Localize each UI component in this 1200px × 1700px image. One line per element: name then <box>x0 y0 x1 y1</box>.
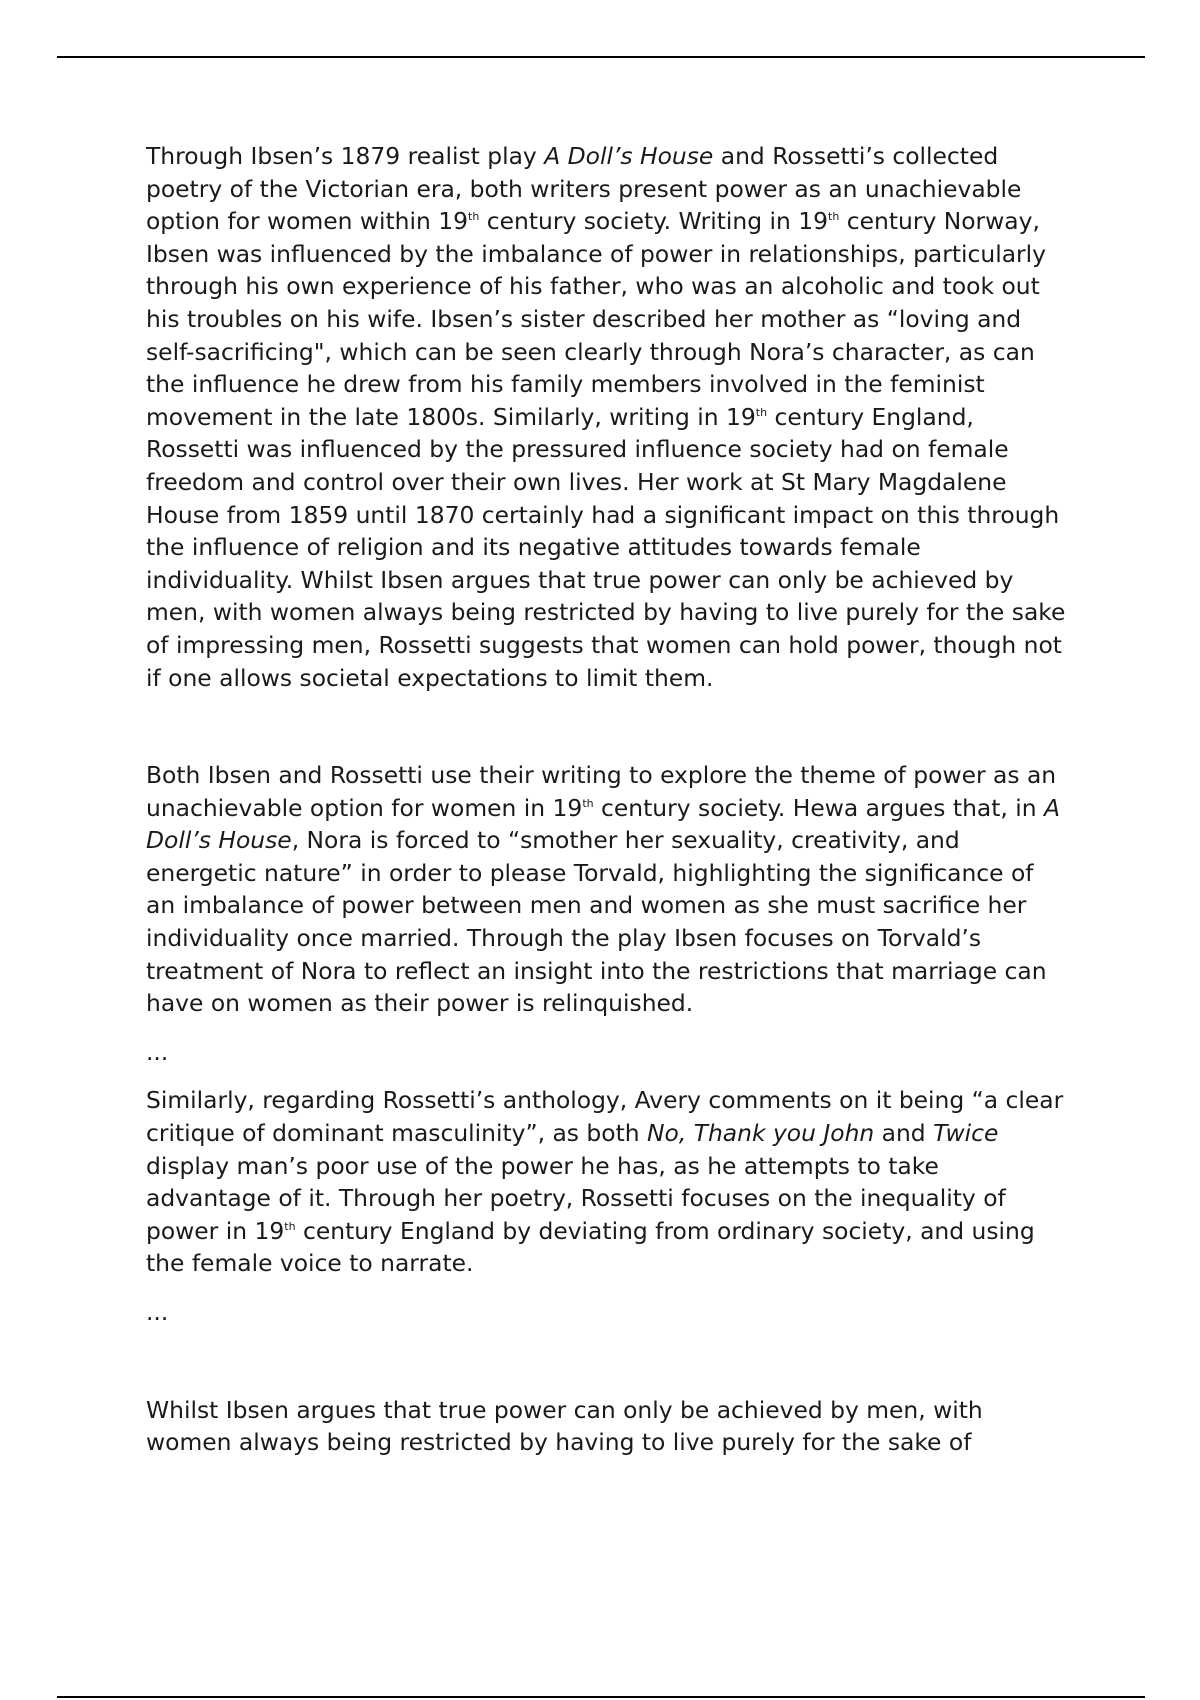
paragraph-second <box>146 759 1066 1020</box>
text-run: Similarly, regarding Rossetti’s anthology, Avery comments on it being “a clear critique of dominant masculinity”, as both <box>146 1086 1064 1148</box>
bottom-rule <box>57 1696 1145 1698</box>
paragraph-intro <box>146 140 1066 694</box>
text-run: century society. Writing in 19 <box>479 207 829 236</box>
italic-title: A Doll’s House <box>146 793 1061 855</box>
text-run: display man’s poor use of the power he has, as he attempts to take advantage of it. Through her poetry, Rossetti focuses on the inequality of power in 19 <box>146 1151 1006 1245</box>
text-run: Whilst Ibsen argues that true power can only be achieved by men, with women always being restricted by having to live purely for the sake of <box>146 1395 983 1457</box>
text-run: century England, Rossetti was influenced by the pressured influence society had on female freedom and control over their own lives. Her work at St Mary Magdalene House from 1859 until 1870 certainly had a significant impact on this through the influence of religion and its negative attitudes towards female individuality. Whilst Ibsen argues that true power can only be achieved by men, with women always being restricted by having to live purely for the sake of impressing men, Rossetti suggests that women can hold power, though not if one allows societal expectations to limit them. <box>146 402 1066 692</box>
text-run: and <box>874 1119 934 1148</box>
text-run: Through Ibsen’s 1879 realist play <box>146 142 545 170</box>
text-run: century society. Hewa argues that, in <box>593 793 1045 822</box>
paragraph-third <box>146 1084 1066 1280</box>
italic-title: No, Thank you John <box>647 1119 875 1148</box>
italic-title: A Doll’s House <box>544 142 714 170</box>
superscript-ordinal: th <box>828 210 840 224</box>
text-run: Both Ibsen and Rossetti use their writing to explore the theme of power as an unachievable option for women in 19 <box>146 761 1057 822</box>
text-run: century England by deviating from ordinary society, and using the female voice to narrate. <box>146 1216 1035 1278</box>
text-run: , Nora is forced to “smother her sexuality, creativity, and energetic nature” in order to please Torvald, highlighting the significance of an imbalance of power between men and women as she must sacrifice her individuality once married. Through the play Ibsen focuses on Torvald’s treatment of Nora to reflect an insight into the restrictions that marriage can have on women as their power is relinquished. <box>146 826 1047 1018</box>
superscript-ordinal: th <box>755 405 768 419</box>
ellipsis-2: ... <box>146 1298 169 1326</box>
paragraph-closing <box>146 1394 1066 1459</box>
top-rule <box>57 56 1145 58</box>
superscript-ordinal: th <box>468 210 480 224</box>
superscript-ordinal: th <box>284 1219 296 1233</box>
superscript-ordinal: th <box>582 796 594 810</box>
italic-title: Twice <box>933 1119 999 1148</box>
text-run: and Rossetti’s collected poetry of the Victorian era, both writers present power as an unachievable option for women within 19 <box>146 142 1022 236</box>
essay-body <box>146 140 1066 1459</box>
ellipsis-1: ... <box>146 1037 169 1066</box>
text-run: century Norway, Ibsen was influenced by the imbalance of power in relationships, particularly through his own experience of his father, who was an alcoholic and took out his troubles on his wife. Ibsen’s sister described her mother as “loving and self-sacrificing", which can be seen clearly through Nora’s character, as can the influence he drew from his family members involved in the feminist movement in the late 1800s. Similarly, writing in 19 <box>146 207 1047 431</box>
